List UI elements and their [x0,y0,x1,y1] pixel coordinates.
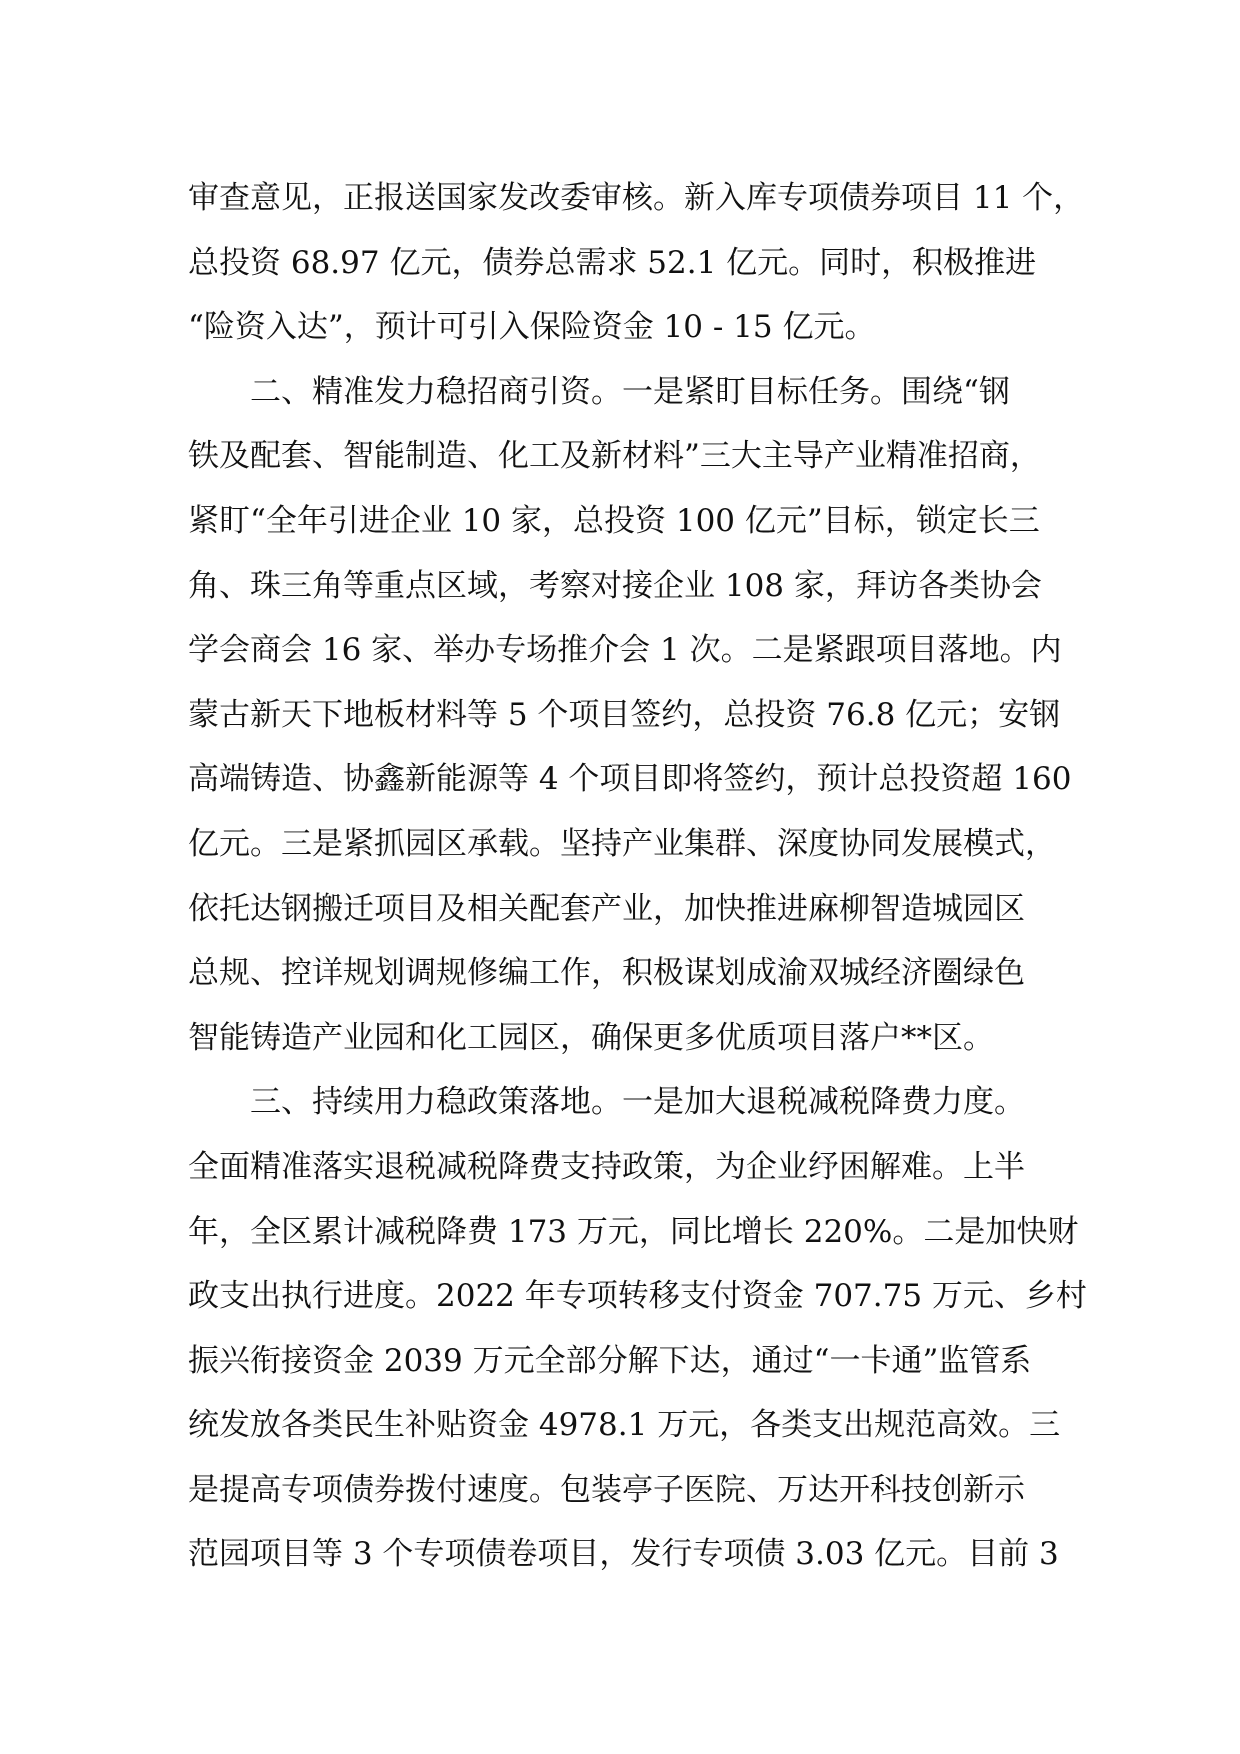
text-line: 角、珠三角等重点区域，考察对接企业 108 家，拜访各类协会 [188,567,1042,604]
text-line: 高端铸造、协鑫新能源等 4 个项目即将签约，预计总投资超 160 [188,761,1072,798]
text-line: 范园项目等 3 个专项债卷项目，发行专项债 3.03 亿元。目前 3 [188,1536,1059,1573]
text-line: 统发放各类民生补贴资金 4978.1 万元，各类支出规范高效。三 [188,1407,1061,1444]
text-line: 政支出执行进度。2022 年专项转移支付资金 707.75 万元、乡村 [188,1278,1087,1315]
text-line: 年，全区累计减税降费 173 万元，同比增长 220%。二是加快财 [188,1213,1079,1250]
text-line: “险资入达”，预计可引入保险资金 10 - 15 亿元。 [188,309,876,346]
text-line: 铁及配套、智能制造、化工及新材料”三大主导产业精准招商， [188,438,1041,475]
paragraph-heading-line: 二、精准发力稳招商引资。一是紧盯目标任务。围绕“钢 [250,373,1010,410]
text-line: 审查意见，正报送国家发改委审核。新入库专项债券项目 11 个， [188,180,1085,216]
text-line: 振兴衔接资金 2039 万元全部分解下达，通过“一卡通”监管系 [188,1342,1032,1379]
paragraph-heading-line: 三、持续用力稳政策落地。一是加大退税减税降费力度。 [250,1084,1025,1121]
body-text [188,166,1088,1587]
text-line: 紧盯“全年引进企业 10 家，总投资 100 亿元”目标，锁定长三 [188,502,1040,539]
text-line: 学会商会 16 家、举办专场推介会 1 次。二是紧跟项目落地。内 [188,632,1062,669]
text-line: 全面精准落实退税减税降费支持政策，为企业纾困解难。上半 [188,1148,1025,1185]
text-line: 蒙古新天下地板材料等 5 个项目签约，总投资 76.8 亿元；安钢 [188,696,1061,733]
text-line: 亿元。三是紧抓园区承载。坚持产业集群、深度协同发展模式， [188,825,1056,862]
text-line: 总投资 68.97 亿元，债券总需求 52.1 亿元。同时，积极推进 [188,244,1037,281]
text-line: 是提高专项债券拨付速度。包装亭子医院、万达开科技创新示 [188,1471,1025,1508]
text-line: 总规、控详规划调规修编工作，积极谋划成渝双城经济圈绿色 [188,955,1025,992]
text-line: 智能铸造产业园和化工园区，确保更多优质项目落户**区。 [188,1019,994,1056]
text-line: 依托达钢搬迁项目及相关配套产业，加快推进麻柳智造城园区 [188,890,1025,927]
